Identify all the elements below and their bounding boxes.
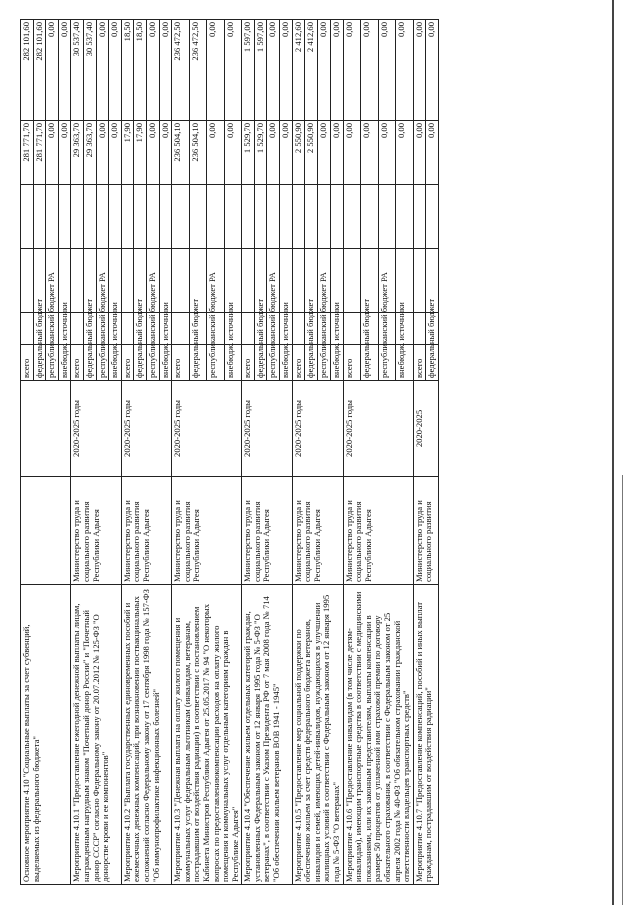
empty-cell (413, 185, 426, 249)
empty-cell (96, 185, 109, 249)
amount-cell: 0,00 (361, 20, 379, 121)
funding-source-cell: всего (71, 345, 84, 381)
amount-cell: 0,00 (378, 20, 396, 121)
empty-cell (413, 313, 426, 345)
amount-cell: 18,50 (134, 20, 147, 121)
empty-cell (121, 185, 134, 249)
funding-source-cell: республиканский бюджет РА (46, 345, 59, 381)
empty-cell (21, 185, 34, 249)
amount-cell: 0,00 (224, 121, 242, 185)
amount-cell: 0,00 (426, 121, 439, 185)
empty-cell (242, 185, 255, 249)
amount-cell: 0,00 (426, 20, 439, 121)
funding-source-cell: всего (172, 345, 190, 381)
funding-source-cell: республиканский бюджет РА (96, 345, 109, 381)
amount-cell: 282 101,60 (33, 20, 46, 121)
period-cell: 2020-2025 годы (343, 381, 413, 477)
empty-cell (146, 185, 159, 249)
measure-name-cell: Мероприятие 4.10.6 "Предоставление инвалидам (в том числе детям-инвалидам), имеющим транспортные средства в соответствии с медицинскими показаниями, или их законным представителям, выплаты компенсации в размере 50 процентов от уплаченной ими страховой премии по договору обязательного страхования, в соответствии с Федеральным законом от 25 апреля 2002 года № 40-ФЗ "Об обязательном страховании гражданской ответственности владельцев транспортных средств" (343, 585, 413, 885)
funding-source-cell: республиканский бюджет РА (146, 345, 159, 381)
amount-cell: 0,00 (159, 121, 172, 185)
period-cell: 2020-2025 годы (292, 381, 343, 477)
empty-cell (159, 185, 172, 249)
amount-cell: 0,00 (318, 20, 331, 121)
amount-cell: 236 472,50 (189, 20, 207, 121)
amount-cell: 1 597,00 (242, 20, 255, 121)
funding-source-cell: внебюдж. источники (109, 345, 122, 381)
amount-cell: 0,00 (96, 121, 109, 185)
period-cell: 2020-2025 годы (242, 381, 292, 477)
amount-cell: 29 363,70 (83, 121, 96, 185)
amount-cell: 17,90 (134, 121, 147, 185)
scan-edge-line (612, 0, 614, 905)
amount-cell: 0,00 (58, 20, 71, 121)
funding-source-cell: внебюдж. источники (280, 345, 293, 381)
empty-cell (172, 313, 190, 345)
table-row (343, 20, 361, 885)
amount-cell: 281 771,70 (21, 121, 34, 185)
empty-cell (121, 249, 134, 313)
executor-cell: Министерство труда и социального развития Республики Адыгея (242, 477, 292, 585)
amount-cell: 18,50 (121, 20, 134, 121)
amount-cell: 0,00 (207, 121, 225, 185)
amount-cell: 0,00 (396, 20, 414, 121)
amount-cell: 236 472,50 (172, 20, 190, 121)
amount-cell: 0,00 (378, 121, 396, 185)
empty-cell (242, 249, 255, 313)
funding-source-cell: федеральный бюджет (254, 345, 267, 381)
amount-cell: 0,00 (343, 121, 361, 185)
rotated-page (20, 20, 580, 885)
funding-source-cell: всего (292, 345, 305, 381)
table-row (242, 20, 255, 885)
amount-cell: 0,00 (159, 20, 172, 121)
empty-cell (292, 249, 305, 313)
period-cell: 2020-2025 годы (71, 381, 121, 477)
empty-cell (280, 185, 293, 249)
amount-cell: 29 363,70 (71, 121, 84, 185)
funding-source-cell: всего (121, 345, 134, 381)
amount-cell: 0,00 (267, 121, 280, 185)
period-cell: 2020-2025 (413, 381, 438, 477)
amount-cell: 2 412,60 (292, 20, 305, 121)
amount-cell: 0,00 (330, 121, 343, 185)
amount-cell: 1 529,70 (242, 121, 255, 185)
executor-cell: Министерство труда и социального развития (413, 477, 438, 585)
amount-cell: 17,90 (121, 121, 134, 185)
amount-cell: 30 537,40 (83, 20, 96, 121)
empty-cell (172, 185, 190, 249)
measure-name-cell: Мероприятие 4.10.3 "Денежная выплата на оплату жилого помещения и коммунальных услуг федеральным льготникам (инвалидам, ветеранам, пострадавшим от воздействия радиации) в соответствии с постановлением Кабинета Министров Республики Адыгея от 25.05.2017 № 94 "О некоторых вопросах по предоставлениюкомпенсации расходов на оплату жилого помещения и коммунальных услуг отдельным категориям граждан в Республике Адыгея" (172, 585, 242, 885)
amount-cell: 0,00 (318, 121, 331, 185)
amount-cell: 0,00 (343, 20, 361, 121)
amount-cell: 0,00 (224, 20, 242, 121)
funding-source-cell: внебюдж. источники (224, 345, 242, 381)
amount-cell: 2 550,90 (305, 121, 318, 185)
amount-cell: 0,00 (207, 20, 225, 121)
table-row (172, 20, 190, 885)
empty-cell (254, 185, 267, 249)
table-row (413, 20, 426, 885)
empty-cell (292, 185, 305, 249)
amount-cell: 236 504,10 (172, 121, 190, 185)
amount-cell: 0,00 (413, 121, 426, 185)
period-cell: 2020-2025 годы (172, 381, 242, 477)
amount-cell: 0,00 (330, 20, 343, 121)
amount-cell: 282 101,60 (21, 20, 34, 121)
funding-source-cell: республиканский бюджет РА (378, 345, 396, 381)
amount-cell: 0,00 (280, 121, 293, 185)
funding-source-cell: федеральный бюджет (33, 345, 46, 381)
amount-cell: 1 529,70 (254, 121, 267, 185)
amount-cell: 281 771,70 (33, 121, 46, 185)
measure-name-cell: Мероприятие 4.10.5 "Предоставление мер социальной поддержки по обеспечению жильем за счет средств федерального бюджета ветеранов, инвалидов и семей, имеющих детей-инвалидов, нуждающихся в улучшении жилищных условий в соответствии с Федеральным законом от 12 января 1995 года № 5-ФЗ "О ветеранах" (292, 585, 343, 885)
empty-cell (83, 185, 96, 249)
scan-edge-line-secondary (622, 475, 623, 905)
amount-cell: 0,00 (146, 121, 159, 185)
amount-cell: 2 412,60 (305, 20, 318, 121)
empty-cell (134, 185, 147, 249)
empty-cell (343, 185, 361, 249)
measure-name-cell: Мероприятие 4.10.2 "Выплата государственных единовременных пособий и ежемесячных денежных компенсаций, при возникновении поствакцинальных осложнений согласно Федеральному закону от 17 сентября 1998 года № 157-ФЗ "Об иммунопрофилактике инфекционных болезней" (121, 585, 171, 885)
amount-cell: 0,00 (109, 20, 122, 121)
funding-source-cell: всего (413, 345, 426, 381)
amount-cell: 0,00 (146, 20, 159, 121)
amount-cell: 2 550,90 (292, 121, 305, 185)
executor-cell: Министерство труда и социального развития Республики Адыгея (343, 477, 413, 585)
empty-cell (413, 249, 426, 313)
funding-source-cell: внебюдж. источники (330, 345, 343, 381)
empty-cell (361, 185, 379, 249)
empty-cell (426, 185, 439, 249)
amount-cell: 0,00 (361, 121, 379, 185)
empty-cell (33, 185, 46, 249)
amount-cell: 0,00 (96, 20, 109, 121)
empty-cell (343, 313, 361, 345)
empty-cell (21, 313, 34, 345)
funding-source-cell: федеральный бюджет (361, 345, 379, 381)
empty-cell (109, 185, 122, 249)
amount-cell: 30 537,40 (71, 20, 84, 121)
table-row (121, 20, 134, 885)
amount-cell: 0,00 (46, 20, 59, 121)
budget-table (20, 19, 439, 885)
funding-source-cell: федеральный бюджет (426, 345, 439, 381)
empty-cell (71, 249, 84, 313)
amount-cell: 0,00 (413, 20, 426, 121)
empty-cell (292, 313, 305, 345)
empty-cell (71, 313, 84, 345)
measure-name-cell: Мероприятие 4.10.7 "Предоставление компенсаций, пособий и иных выплат гражданам, пострадавшим от воздействия радиации" (413, 585, 438, 885)
funding-source-cell: федеральный бюджет (134, 345, 147, 381)
funding-source-cell: федеральный бюджет (305, 345, 318, 381)
empty-cell (71, 185, 84, 249)
empty-cell (343, 249, 361, 313)
empty-cell (330, 185, 343, 249)
funding-source-cell: всего (343, 345, 361, 381)
funding-source-cell: всего (21, 345, 34, 381)
measure-name-cell: Мероприятие 4.10.1 "Предоставление ежегодной денежной выплаты лицам, награжденным нагрудным знаком "Почетный донор России" и "Почетный донор СССР" согласно Федеральному закону от 20.07.2012 № 125-ФЗ "О донорстве крови и ее компонентов" (71, 585, 121, 885)
table-row (71, 20, 84, 885)
empty-cell (121, 313, 134, 345)
amount-cell: 1 597,00 (254, 20, 267, 121)
measure-name-cell: Мероприятие 4.10.4 "Обеспечение жильем отдельных категорий граждан, установленных Федеральным законом от 12 января 1995 года № 5-ФЗ "О ветеранах", в соответствии с Указом Президента РФ от 7 мая 2008 года № 714 "Об обеспечении жильем ветеранов ВОВ 1941 - 1945" (242, 585, 292, 885)
table-body (21, 20, 439, 885)
empty-cell (318, 185, 331, 249)
measure-name-cell: Основное мероприятие 4.10 "Социальные выплаты за счет субвенций, выделяемых из федерального бюджета" (21, 585, 71, 885)
funding-source-cell: федеральный бюджет (189, 345, 207, 381)
empty-cell (207, 185, 225, 249)
amount-cell: 0,00 (396, 121, 414, 185)
funding-source-cell: федеральный бюджет (83, 345, 96, 381)
funding-source-cell: внебюдж. источники (159, 345, 172, 381)
empty-cell (305, 185, 318, 249)
table-row (292, 20, 305, 885)
empty-cell (172, 249, 190, 313)
amount-cell: 0,00 (109, 121, 122, 185)
funding-source-cell: республиканский бюджет РА (207, 345, 225, 381)
executor-cell (21, 477, 71, 585)
empty-cell (267, 185, 280, 249)
period-cell (21, 381, 71, 477)
funding-source-cell: республиканский бюджет РА (267, 345, 280, 381)
amount-cell: 0,00 (46, 121, 59, 185)
executor-cell: Министерство труда и социального развития Республики Адыгея (121, 477, 171, 585)
funding-source-cell: внебюдж. источники (396, 345, 414, 381)
table-row (21, 20, 34, 885)
empty-cell (189, 185, 207, 249)
empty-cell (46, 185, 59, 249)
empty-cell (58, 185, 71, 249)
executor-cell: Министерство труда и социального развития Республики Адыгея (71, 477, 121, 585)
empty-cell (378, 185, 396, 249)
period-cell: 2020-2025 годы (121, 381, 171, 477)
amount-cell: 0,00 (58, 121, 71, 185)
empty-cell (242, 313, 255, 345)
amount-cell: 0,00 (280, 20, 293, 121)
executor-cell: Министерство труда и социального развития Республики Адыгея (292, 477, 343, 585)
funding-source-cell: республиканский бюджет РА (318, 345, 331, 381)
executor-cell: Министерство труда и социального развития Республики Адыгея (172, 477, 242, 585)
empty-cell (396, 185, 414, 249)
empty-cell (21, 249, 34, 313)
funding-source-cell: всего (242, 345, 255, 381)
funding-source-cell: внебюдж. источники (58, 345, 71, 381)
amount-cell: 236 504,10 (189, 121, 207, 185)
empty-cell (224, 185, 242, 249)
amount-cell: 0,00 (267, 20, 280, 121)
